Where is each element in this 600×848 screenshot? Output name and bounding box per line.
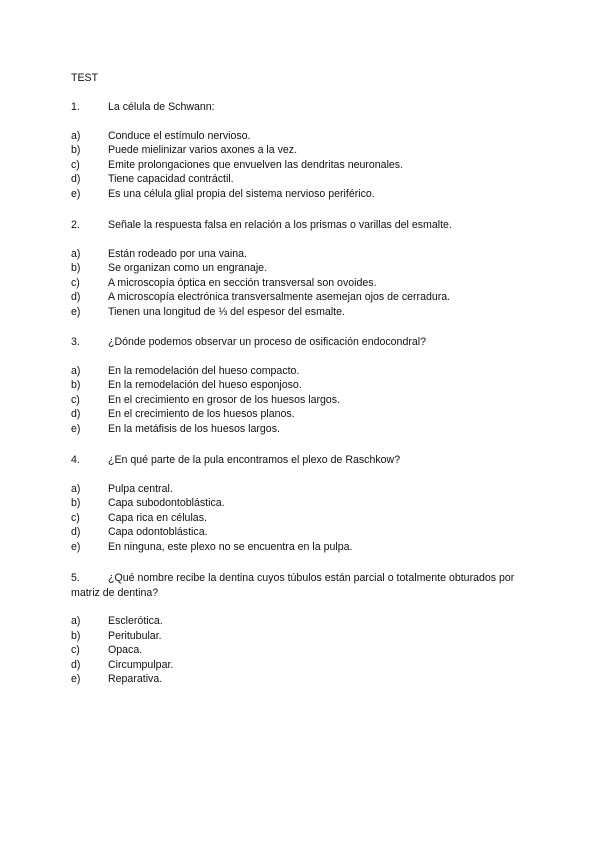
- option-letter: b): [71, 262, 81, 275]
- option-text: Capa subodontoblástica.: [108, 497, 225, 510]
- question-stem: [71, 453, 531, 468]
- option-letter: e): [71, 305, 81, 318]
- option-letter: c): [71, 393, 80, 406]
- answer-options: [71, 364, 531, 437]
- question-stem: [71, 335, 531, 350]
- answer-option: [71, 393, 531, 408]
- option-letter: c): [71, 644, 80, 657]
- answer-option: [71, 378, 531, 393]
- answer-option: [71, 172, 531, 187]
- option-letter: d): [71, 291, 81, 304]
- question-number: 3.: [71, 336, 80, 348]
- question-number: 2.: [71, 219, 80, 231]
- answer-option: [71, 525, 531, 540]
- option-text: Se organizan como un engranaje.: [108, 262, 268, 275]
- question-1: [71, 100, 531, 201]
- answer-option: [71, 614, 531, 629]
- question-number: 1.: [71, 101, 80, 113]
- answer-option: [71, 247, 531, 262]
- option-text: Conduce el estímulo nervioso.: [108, 129, 251, 142]
- option-text: Pulpa central.: [108, 482, 173, 495]
- option-letter: b): [71, 629, 81, 642]
- option-text: Peritubular.: [108, 629, 162, 642]
- option-text: En el crecimiento en grosor de los huesos largos.: [108, 393, 341, 406]
- option-text: En la remodelación del hueso compacto.: [108, 364, 300, 377]
- answer-option: [71, 672, 531, 687]
- question-stem: [71, 100, 531, 115]
- option-letter: e): [71, 673, 81, 686]
- answer-option: [71, 158, 531, 173]
- option-text: A microscopía óptica en sección transversal son ovoides.: [108, 276, 377, 289]
- question-text: Señale la respuesta falsa en relación a los prismas o varillas del esmalte.: [108, 219, 452, 231]
- answer-option: [71, 658, 531, 673]
- option-letter: a): [71, 364, 81, 377]
- option-letter: e): [71, 422, 81, 435]
- answer-options: [71, 129, 531, 202]
- option-text: Opaca.: [108, 644, 143, 657]
- answer-option: [71, 187, 531, 202]
- question-5: [71, 571, 531, 687]
- option-text: Tienen una longitud de ⅓ del espesor del esmalte.: [108, 305, 345, 318]
- option-letter: e): [71, 540, 81, 553]
- option-letter: a): [71, 615, 81, 627]
- question-number: 5.: [71, 572, 80, 584]
- answer-option: [71, 407, 531, 422]
- option-letter: a): [71, 482, 81, 495]
- option-text: A microscopía electrónica transversalmente asemejan ojos de cerradura.: [108, 291, 451, 304]
- option-letter: c): [71, 276, 80, 289]
- answer-option: [71, 276, 531, 291]
- option-text: Están rodeado por una vaina.: [108, 247, 247, 260]
- option-letter: e): [71, 187, 81, 200]
- option-letter: b): [71, 379, 81, 392]
- answer-option: [71, 129, 531, 144]
- option-letter: d): [71, 658, 81, 671]
- option-text: Es una célula glial propia del sistema nervioso periférico.: [108, 187, 375, 200]
- option-letter: b): [71, 497, 81, 510]
- question-text: La célula de Schwann:: [108, 101, 215, 113]
- question-text: ¿En qué parte de la pula encontramos el plexo de Raschkow?: [108, 454, 401, 466]
- option-text: En ninguna, este plexo no se encuentra en la pulpa.: [108, 540, 353, 553]
- option-letter: b): [71, 144, 81, 157]
- option-letter: a): [71, 247, 81, 260]
- option-text: Esclerótica.: [108, 615, 163, 627]
- option-text: Puede mielinizar varios axones a la vez.: [108, 144, 298, 157]
- answer-options: [71, 482, 531, 555]
- question-text: ¿Qué nombre recibe la dentina cuyos túbulos están parcial o totalmente obturados por matriz de dentina?: [71, 572, 515, 599]
- question-text: ¿Dónde podemos observar un proceso de osificación endocondral?: [108, 336, 427, 348]
- question-number: 4.: [71, 454, 80, 466]
- page-title: TEST: [71, 72, 99, 84]
- answer-option: [71, 540, 531, 555]
- answer-option: [71, 496, 531, 511]
- answer-option: [71, 261, 531, 276]
- question-stem: [71, 571, 531, 600]
- question-2: [71, 218, 531, 319]
- answer-option: [71, 629, 531, 644]
- answer-option: [71, 643, 531, 658]
- answer-option: [71, 364, 531, 379]
- answer-option: [71, 143, 531, 158]
- option-text: Emite prolongaciones que envuelven las dendritas neuronales.: [108, 158, 404, 171]
- option-text: Capa rica en células.: [108, 511, 207, 524]
- option-text: Reparativa.: [108, 673, 163, 686]
- option-letter: d): [71, 173, 81, 186]
- option-text: En el crecimiento de los huesos planos.: [108, 408, 295, 421]
- answer-options: [71, 614, 531, 687]
- answer-option: [71, 422, 531, 437]
- option-text: Circumpulpar.: [108, 658, 174, 671]
- option-letter: c): [71, 158, 80, 171]
- answer-options: [71, 247, 531, 320]
- option-text: Tiene capacidad contráctil.: [108, 173, 234, 186]
- option-text: En la remodelación del hueso esponjoso.: [108, 379, 302, 392]
- answer-option: [71, 511, 531, 526]
- option-letter: d): [71, 408, 81, 421]
- question-3: [71, 335, 531, 436]
- answer-option: [71, 482, 531, 497]
- option-letter: d): [71, 526, 81, 539]
- option-letter: a): [71, 129, 81, 142]
- answer-option: [71, 290, 531, 305]
- question-stem: [71, 218, 531, 233]
- option-text: Capa odontoblástica.: [108, 526, 208, 539]
- answer-option: [71, 305, 531, 320]
- option-letter: c): [71, 511, 80, 524]
- option-text: En la metáfisis de los huesos largos.: [108, 422, 280, 435]
- question-4: [71, 453, 531, 554]
